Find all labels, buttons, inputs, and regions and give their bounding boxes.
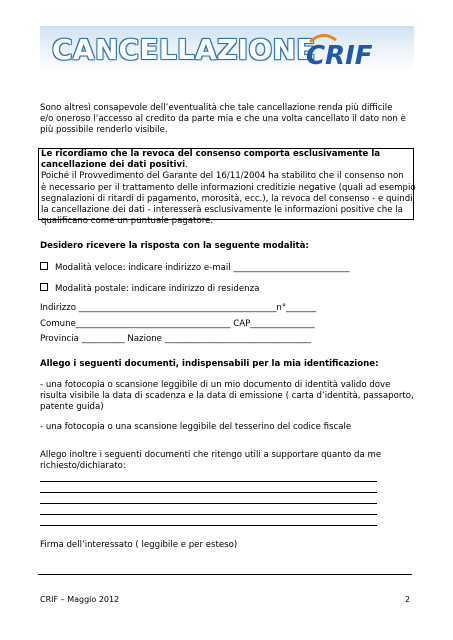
notice-body-line: Poiché il Provvedimento del Garante del 16/11/2004 ha stabilito che il consenso non xyxy=(41,171,404,182)
extra-documents-text xyxy=(40,450,381,472)
notice-body-line: la cancellazione dei dati - interesserà esclusivamente le informazioni positive che la xyxy=(41,205,403,216)
crif-logo xyxy=(302,32,398,68)
extra-documents-input-line[interactable] xyxy=(40,514,377,515)
document-item-id xyxy=(40,380,414,414)
document-item-line: - una fotocopia o scansione leggibile di un mio documento di identità valido dove xyxy=(40,380,391,390)
post-option-checkbox[interactable] xyxy=(40,283,48,291)
extra-documents-input-line[interactable] xyxy=(40,481,377,482)
notice-content xyxy=(41,149,416,227)
header-banner xyxy=(40,26,414,72)
page-number: 2 xyxy=(405,595,411,604)
notice-heading-line: cancellazione dei dati positivi xyxy=(41,160,186,171)
intro-line: e/o oneroso l’accesso al credito da parte mia e che una volta cancellato il dato non è xyxy=(40,114,406,125)
signature-line[interactable] xyxy=(38,574,412,575)
email-option-checkbox[interactable] xyxy=(40,262,48,270)
extra-documents-input-line[interactable] xyxy=(40,503,377,504)
notice-heading-tail: . xyxy=(185,160,188,171)
address-province-field[interactable]: Provincia __________ Nazione __________________________________ xyxy=(40,334,311,344)
document-item-tax-code: - una fotocopia o una scansione leggibile del tesserino del codice fiscale xyxy=(40,422,352,432)
intro-line: più possibile renderlo visibile. xyxy=(40,125,168,136)
notice-body-line: qualificano come un puntuale pagatore. xyxy=(41,216,214,227)
option-email-label: Modalità veloce: indicare indirizzo e-mail ___________________________ xyxy=(55,263,350,273)
notice-body-line: segnalazioni di ritardi di pagamento, morosità, ecc.), la revoca del consenso - e quindi xyxy=(41,193,413,204)
option-email-row[interactable] xyxy=(40,262,349,274)
document-item-line: patente guida) xyxy=(40,402,104,413)
logo-text: CRIF xyxy=(306,41,373,68)
option-post-row[interactable] xyxy=(40,283,259,295)
signature-label: Firma dell’interessato ( leggibile e per esteso) xyxy=(40,540,238,550)
extra-documents-line: Allego inoltre i seguenti documenti che ritengo utili a supportare quanto da me xyxy=(40,450,382,460)
address-street-field[interactable]: Indirizzo ______________________________________________n°_______ xyxy=(40,303,317,313)
intro-line: Sono altresì consapevole dell’eventualità che tale cancellazione renda più difficile xyxy=(40,103,393,113)
extra-documents-input-line[interactable] xyxy=(40,492,377,493)
extra-documents-line: richiesto/dichiarato: xyxy=(40,461,126,472)
footer-label: CRIF – Maggio 2012 xyxy=(40,595,120,604)
address-city-field[interactable]: Comune____________________________________ CAP_______________ xyxy=(40,319,315,329)
notice-heading-line: Le ricordiamo che la revoca del consenso comporta esclusivamente la xyxy=(41,149,381,159)
extra-documents-input-line[interactable] xyxy=(40,525,377,526)
document-item-line: risulta visibile la data di scadenza e la data di emissione ( carta d’identità, passaporto, xyxy=(40,391,414,402)
response-heading: Desidero ricevere la risposta con la seguente modalità: xyxy=(40,241,309,251)
documents-heading: Allego i seguenti documenti, indispensabili per la mia identificazione: xyxy=(40,359,379,369)
notice-body-line: è necessario per il trattamento delle informazioni creditizie negative (quali ad esempio xyxy=(41,182,416,193)
banner-title: CANCELLAZIONE xyxy=(52,33,316,66)
option-post-label: Modalità postale: indicare indirizzo di residenza xyxy=(55,284,260,294)
intro-paragraph xyxy=(40,103,406,137)
